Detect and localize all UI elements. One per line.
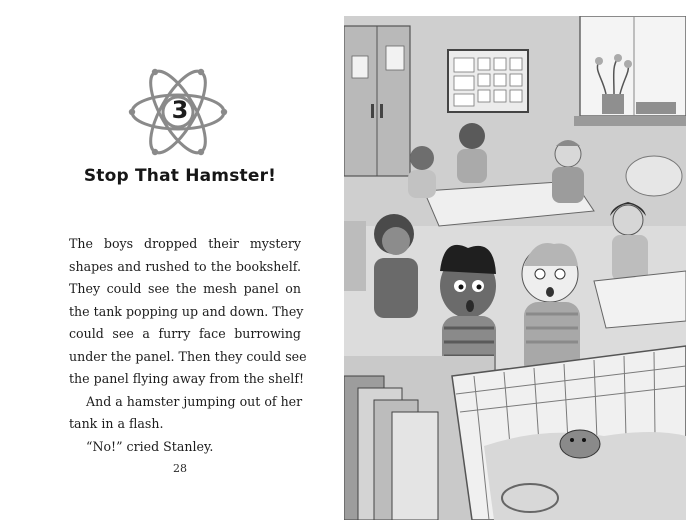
text-line: “No!” cried Stanley. bbox=[86, 438, 214, 454]
text-line: the tank popping up and down. They bbox=[69, 303, 304, 319]
text-line: tank in a flash. bbox=[69, 416, 164, 431]
text-line: under the panel. Then they could see bbox=[69, 348, 307, 364]
text-line: the panel flying away from the shelf! bbox=[69, 371, 305, 386]
right-page bbox=[340, 0, 690, 525]
left-page bbox=[0, 0, 340, 525]
text-line: They could see the mesh panel on bbox=[69, 281, 301, 296]
page-number: 28 bbox=[173, 462, 187, 475]
body-text bbox=[69, 233, 307, 458]
classroom-illustration bbox=[344, 16, 686, 520]
text-line: shapes and rushed to the bookshelf. bbox=[69, 258, 301, 274]
chapter-number: 3 bbox=[171, 96, 189, 124]
text-line: The boys dropped their mystery bbox=[69, 236, 301, 251]
text-line: And a hamster jumping out of her bbox=[86, 393, 303, 409]
text-line: could see a furry face burrowing bbox=[69, 326, 301, 341]
chapter-title: Stop That Hamster! bbox=[83, 166, 277, 186]
